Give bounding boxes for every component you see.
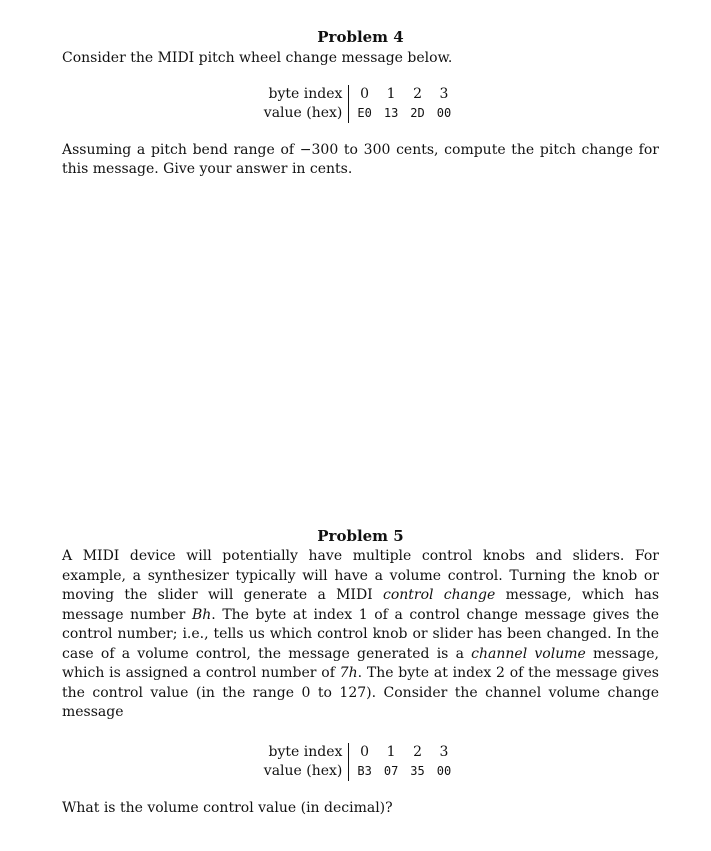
- row-label: byte index: [264, 85, 349, 104]
- table-cell: 35: [410, 763, 425, 778]
- table-cell: E0: [357, 105, 372, 120]
- problem-5: [62, 527, 659, 818]
- body-text: message, which is assigned a control number of: [62, 645, 659, 681]
- table-cell: 07: [383, 763, 399, 778]
- problem-4-intro: Consider the MIDI pitch wheel change message below.: [62, 50, 453, 66]
- problem-5-byte-table: [264, 743, 457, 781]
- table-cell: 1: [386, 743, 396, 760]
- problem-5-body: [62, 547, 659, 723]
- table-row: [264, 85, 457, 104]
- problem-5-question: What is the volume control value (in decimal)?: [62, 799, 393, 816]
- math-7h: 7h: [339, 665, 358, 681]
- problem-4-byte-table: [264, 85, 457, 123]
- term-control-change: control change: [383, 587, 496, 603]
- table-cell: 1: [386, 85, 396, 102]
- table-cell: 13: [383, 105, 399, 120]
- table-cell: 3: [439, 743, 449, 760]
- row-label: byte index: [264, 743, 349, 762]
- problem-4: [62, 28, 659, 180]
- problem-4-question: Assuming a pitch bend range of −300 to 300 cents, compute the pitch change for this message. Give your answer in cents.: [62, 141, 659, 177]
- table-cell: 2: [413, 85, 422, 102]
- table-cell: 3: [439, 85, 449, 102]
- problem-5-title: Problem 5: [317, 527, 404, 545]
- table-cell: 2: [413, 743, 422, 760]
- table-cell: 2D: [410, 105, 425, 120]
- body-text: A MIDI device will potentially have multiple control knobs and sliders. For example, a synthesizer typically will have a volume control. Turning the knob or moving the slider will generate a MIDI: [62, 548, 659, 603]
- table-cell: 00: [436, 763, 452, 778]
- table-row: [264, 104, 457, 123]
- math-bh: Bh: [191, 606, 212, 623]
- row-label: value (hex): [264, 104, 349, 123]
- table-cell: B3: [357, 763, 372, 778]
- table-cell: 0: [360, 85, 370, 102]
- body-text: message, which has message number: [62, 587, 660, 623]
- table-row: [264, 743, 457, 762]
- document-page: [62, 28, 660, 816]
- row-label: value (hex): [264, 762, 349, 781]
- body-text: . The byte at index 1 of a control change message gives the control number; i.e., tells us which control knob or slider has been changed. In the case of a volume control, the message generated is a: [62, 606, 660, 662]
- term-channel-volume: channel volume: [471, 645, 586, 662]
- table-row: [264, 762, 457, 781]
- body-text: . The byte at index 2 of the message gives the control value (in the range 0 to 127). Consider the channel volume change message: [62, 665, 659, 720]
- table-cell: 00: [436, 105, 452, 120]
- problem-4-title: Problem 4: [317, 28, 404, 46]
- table-cell: 0: [360, 743, 370, 760]
